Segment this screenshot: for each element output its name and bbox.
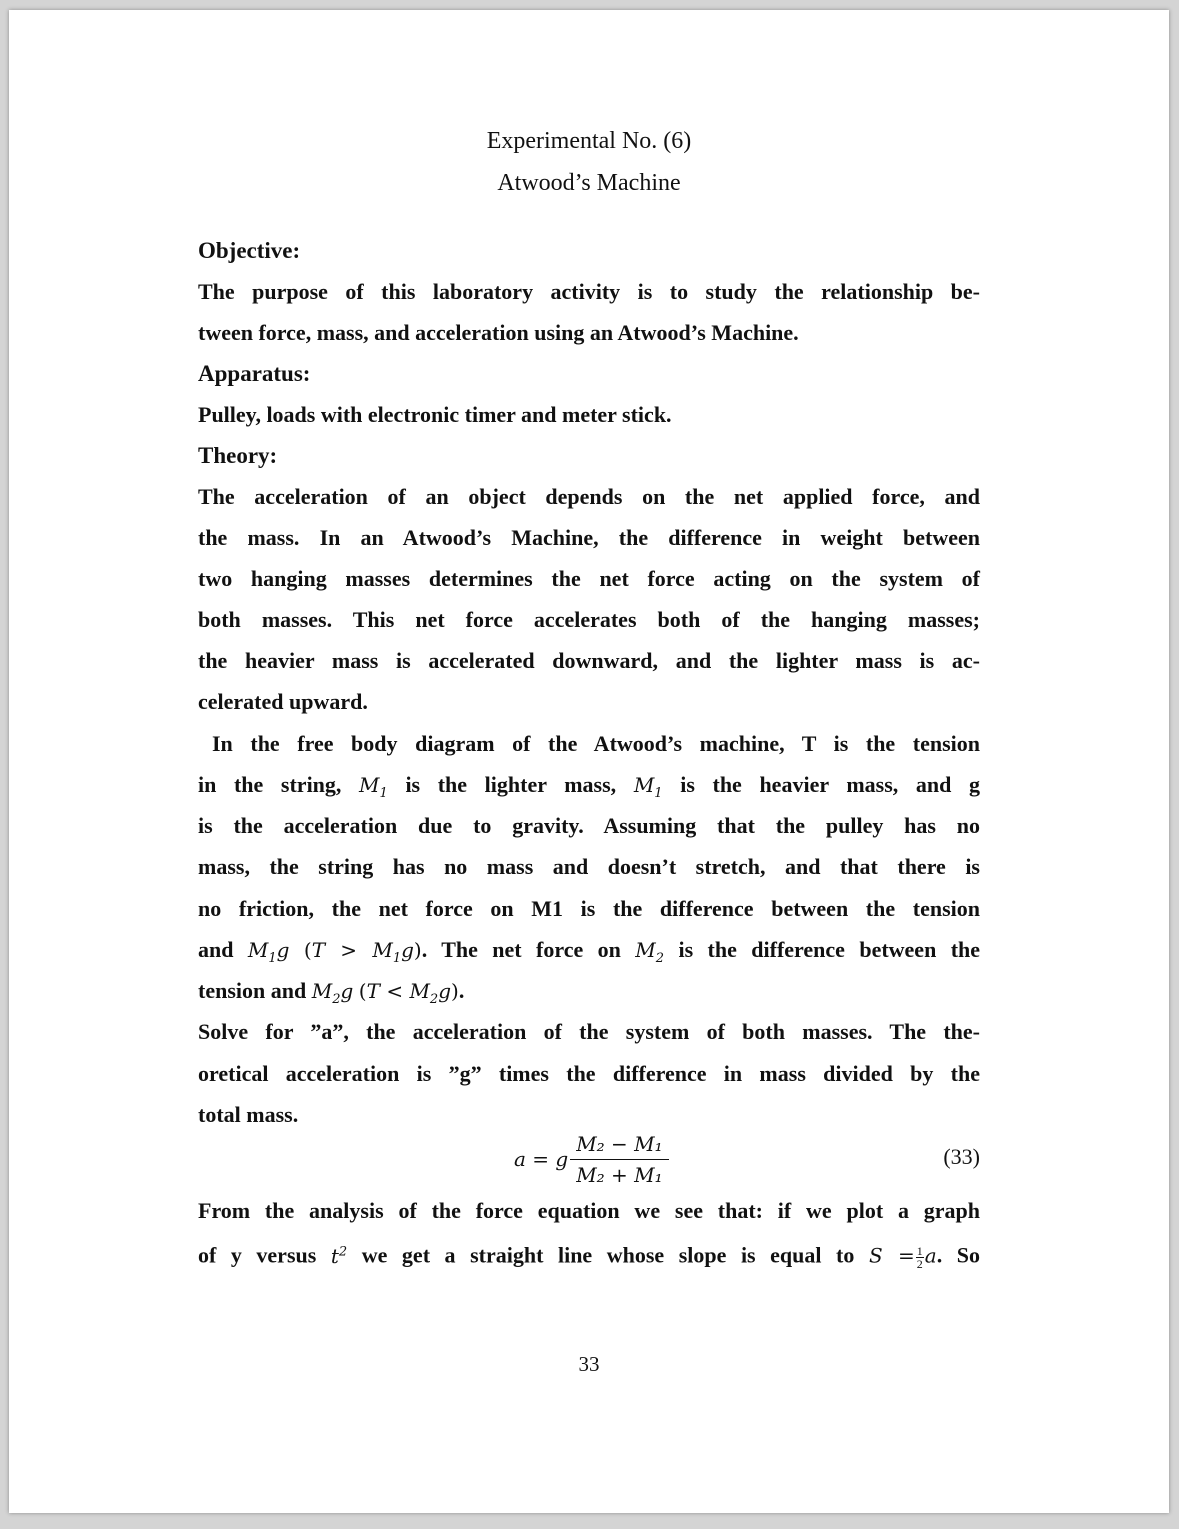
objective-heading: Objective:: [198, 238, 301, 263]
page-number: 33: [578, 1352, 600, 1376]
apparatus-text: Pulley, loads with electronic timer and meter stick.: [198, 402, 672, 427]
equation-fraction: [570, 1132, 668, 1187]
equation-denominator: M₂ + M₁: [576, 1162, 663, 1187]
theory-p2-line-1: In the free body diagram of the Atwood’s machine, T is the tension: [212, 731, 980, 756]
experiment-number: Experimental No. (6): [486, 128, 692, 154]
theory-p2-line-3: is the acceleration due to gravity. Assuming that the pulley has no: [198, 813, 980, 838]
objective-line-2: tween force, mass, and acceleration using an Atwood’s Machine.: [198, 320, 799, 345]
theory-heading: Theory:: [198, 443, 278, 468]
equation-lhs: a = g: [514, 1147, 569, 1171]
theory-p2-line-7: tension and $M_2g$ $(T < M_2g)$.: [198, 978, 465, 1007]
theory-p2-line-4: mass, the string has no mass and doesn’t stretch, and that there is: [198, 854, 980, 879]
theory-p1-line-6: celerated upward.: [198, 689, 368, 714]
apparatus-heading: Apparatus:: [198, 361, 311, 386]
theory-p1-line-5: the heavier mass is accelerated downward, and the lighter mass is ac-: [198, 648, 980, 673]
equation-number: (33): [943, 1144, 980, 1169]
theory-p2-line-6: and $M_1g$ $(T > M_1g)$. The net force on $M_2$ is the difference between the: [198, 937, 981, 966]
theory-p1-line-4: both masses. This net force accelerates both of the hanging masses;: [198, 607, 980, 632]
theory-p4-line-1: From the analysis of the force equation we see that: if we plot a graph: [198, 1198, 980, 1223]
theory-p2-line-2: in the string, $M_1$ is the lighter mass, $M_1$ is the heavier mass, and g: [198, 772, 980, 801]
theory-p3-line-2: oretical acceleration is ”g” times the difference in mass divided by the: [198, 1061, 980, 1086]
theory-p1-line-1: The acceleration of an object depends on the net applied force, and: [198, 484, 980, 509]
half-fraction: $\frac{1}{2}$: [916, 1244, 923, 1272]
theory-p3-line-3: total mass.: [198, 1102, 299, 1127]
document-page: [9, 10, 1169, 1513]
theory-p1-line-3: two hanging masses determines the net force acting on the system of: [198, 566, 980, 591]
theory-p1-line-2: the mass. In an Atwood’s Machine, the difference in weight between: [198, 525, 980, 550]
acceleration-equation: [198, 1124, 980, 1194]
theory-p2-line-5: no friction, the net force on M1 is the difference between the tension: [198, 896, 980, 921]
theory-p4-line-2: of y versus $t^2$ we get a straight line whose slope is equal to S = $\frac{1}{2}$ a. So: [198, 1242, 981, 1272]
equation-numerator: M₂ − M₁: [570, 1132, 668, 1160]
page-title: Atwood’s Machine: [497, 170, 681, 196]
theory-p3-line-1: Solve for ”a”, the acceleration of the system of both masses. The the-: [198, 1019, 980, 1044]
objective-line-1: The purpose of this laboratory activity is to study the relationship be-: [198, 279, 980, 304]
